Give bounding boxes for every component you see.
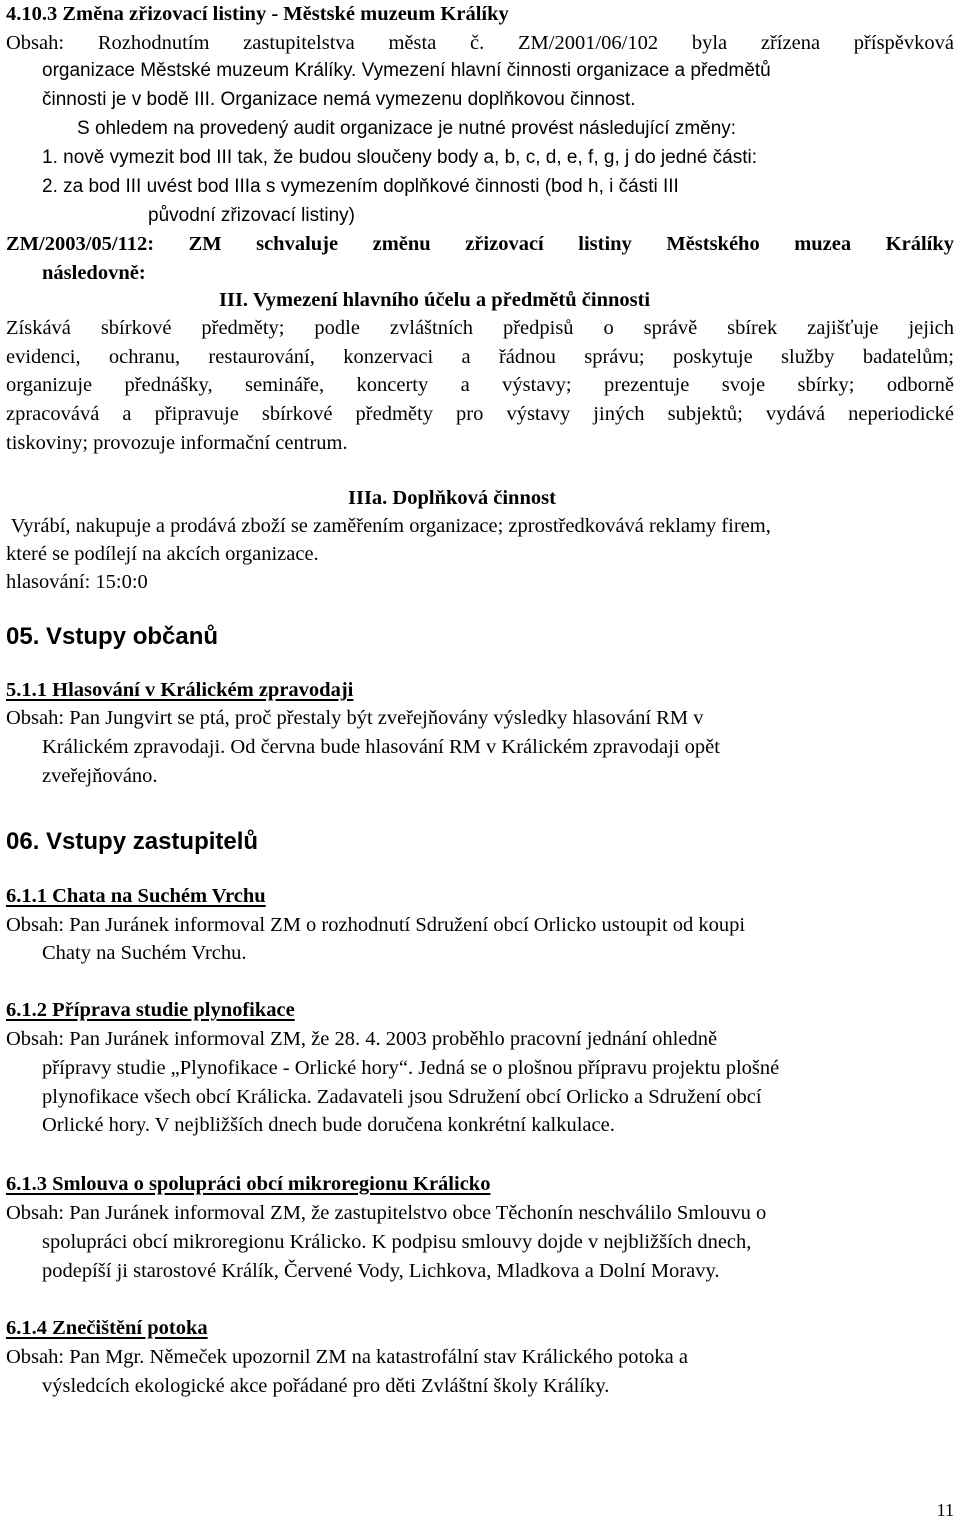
subsection-heading-iii: III. Vymezení hlavního účelu a předmětů činnosti <box>219 289 651 311</box>
paragraph-line: Získává sbírkové předměty; podle zvláštních předpisů o správě sbírek zajišťuje jejich <box>6 317 954 339</box>
paragraph-line: zpracovává a připravuje sbírkové předměty pro výstavy jiných subjektů; vydává neperiodické <box>6 403 954 425</box>
list-item-continuation: původní zřizovací listiny) <box>148 205 355 226</box>
paragraph-line: Obsah: Rozhodnutím zastupitelstva města č. ZM/2001/06/102 byla zřízena příspěvková <box>6 32 954 54</box>
paragraph-line: Vyrábí, nakupuje a prodává zboží se zaměřením organizace; zprostředkovává reklamy firem, <box>6 515 771 537</box>
paragraph-line: Králickém zpravodaji. Od června bude hlasování RM v Králickém zpravodaji opět <box>42 736 720 758</box>
paragraph-line: S ohledem na provedený audit organizace je nutné provést následující změny: <box>77 118 737 139</box>
section-heading-4-10-3: 4.10.3 Změna zřizovací listiny - Městské muzeum Králíky <box>6 3 509 25</box>
paragraph-line: Orlické hory. V nejbližších dnech bude doručena konkrétní kalkulace. <box>42 1114 615 1136</box>
paragraph-line: které se podílejí na akcích organizace. <box>6 543 319 565</box>
paragraph-line: organizace Městské muzeum Králíky. Vymezení hlavní činnosti organizace a předmětů <box>42 60 771 81</box>
item-heading-5-1-1: 5.1.1 Hlasování v Králickém zpravodaji <box>6 679 354 701</box>
paragraph-line: Obsah: Pan Mgr. Němeček upozornil ZM na katastrofální stav Králického potoka a <box>6 1346 689 1368</box>
paragraph-line: spolupráci obcí mikroregionu Králicko. K podpisu smlouvy dojde v nejbližších dnech, <box>42 1231 752 1253</box>
list-item: 2. za bod III uvést bod IIIa s vymezením doplňkové činnosti (bod h, i části III <box>42 176 679 197</box>
resolution-text: ZM/2003/05/112: ZM schvaluje změnu zřizovací listiny Městského muzea Králíky <box>6 233 954 255</box>
list-item: 1. nově vymezit bod III tak, že budou sloučeny body a, b, c, d, e, f, g, j do jedné části: <box>42 147 758 168</box>
paragraph-line: přípravy studie „Plynofikace - Orlické hory“. Jedná se o plošnou přípravu projektu plošné <box>42 1057 780 1079</box>
item-heading-6-1-2: 6.1.2 Příprava studie plynofikace <box>6 999 295 1021</box>
paragraph-line: činnosti je v bodě III. Organizace nemá vymezenu doplňkovou činnost. <box>42 89 636 110</box>
section-heading-06: 06. Vstupy zastupitelů <box>6 828 259 855</box>
paragraph-line: Obsah: Pan Juránek informoval ZM, že 28. 4. 2003 proběhlo pracovní jednání ohledně <box>6 1028 718 1050</box>
resolution-text-continuation: následovně: <box>42 262 146 284</box>
paragraph-line: výsledcích ekologické akce pořádané pro děti Zvláštní školy Králíky. <box>42 1375 610 1397</box>
paragraph-line: plynofikace všech obcí Králicka. Zadavateli jsou Sdružení obcí Orlicko a Sdružení obcí <box>42 1086 762 1108</box>
paragraph-line: Chaty na Suchém Vrchu. <box>42 942 247 964</box>
paragraph-line: Obsah: Pan Juránek informoval ZM, že zastupitelstvo obce Těchonín neschválilo Smlouvu o <box>6 1202 767 1224</box>
vote-result: hlasování: 15:0:0 <box>6 571 148 593</box>
paragraph-line: zveřejňováno. <box>42 765 158 787</box>
page-number: 11 <box>936 1500 954 1520</box>
paragraph-line: podepíší ji starostové Králík, Červené Vody, Lichkova, Mladkova a Dolní Moravy. <box>42 1260 720 1282</box>
paragraph-line: tiskoviny; provozuje informační centrum. <box>6 432 348 454</box>
paragraph-line: evidenci, ochranu, restaurování, konzervaci a řádnou správu; poskytuje služby badatelům; <box>6 346 954 368</box>
section-heading-05: 05. Vstupy občanů <box>6 623 219 650</box>
paragraph-line: Obsah: Pan Jungvirt se ptá, proč přestaly být zveřejňovány výsledky hlasování RM v <box>6 707 704 729</box>
subsection-heading-iiia: IIIa. Doplňková činnost <box>348 487 556 509</box>
paragraph-line: organizuje přednášky, semináře, koncerty a výstavy; prezentuje svoje sbírky; odborně <box>6 374 954 396</box>
item-heading-6-1-1: 6.1.1 Chata na Suchém Vrchu <box>6 885 266 907</box>
paragraph-line: Obsah: Pan Juránek informoval ZM o rozhodnutí Sdružení obcí Orlicko ustoupit od koupi <box>6 914 746 936</box>
item-heading-6-1-4: 6.1.4 Znečištění potoka <box>6 1317 208 1339</box>
item-heading-6-1-3: 6.1.3 Smlouva o spolupráci obcí mikroregionu Králicko <box>6 1173 491 1195</box>
